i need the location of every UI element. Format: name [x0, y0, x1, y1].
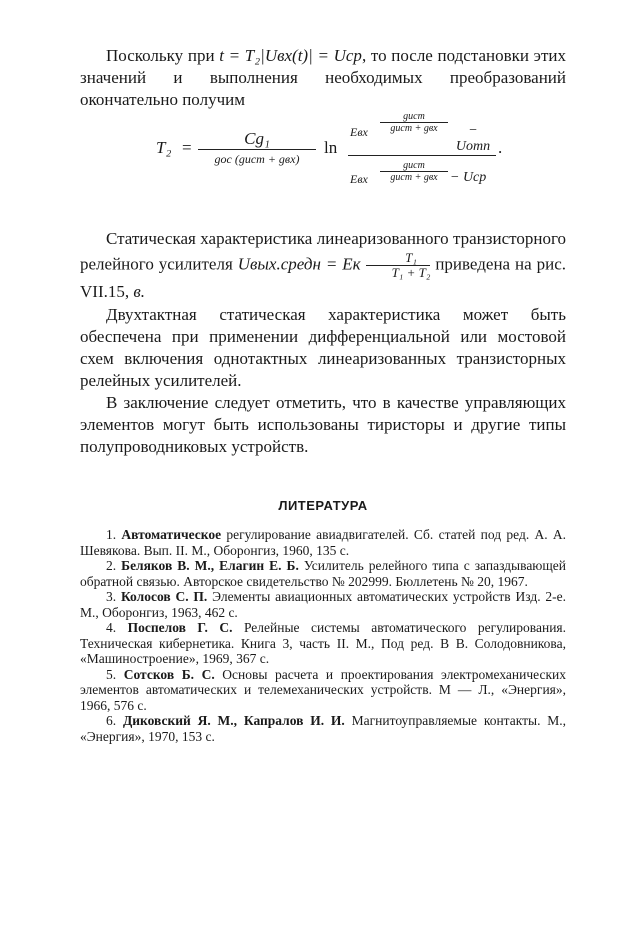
reference-number: 4. [106, 620, 128, 635]
formula-T2 [80, 111, 566, 215]
conclusion-paragraph: В заключение следует отметить, что в качестве управляющих элементов могут быть использованы тиристоры и другие типы полупроводниковых устройств. [80, 393, 566, 456]
formula-lhs: T₂ [156, 138, 172, 157]
reference-number: 3. [106, 589, 121, 604]
reference-author: Диковский Я. М., Капралов И. И. [122, 713, 345, 728]
reference-author: Колосов С. П. [120, 589, 208, 604]
formula-num1: Cg₁ [244, 129, 270, 148]
reference-number: 5. [106, 666, 124, 682]
reference-number: 6. [106, 713, 123, 728]
formula-fraction-1 [198, 129, 316, 167]
reference-text: Релейные системы автоматического регулирования. Техническая кибернетика. Книга 3, часть II. М., Под ред. В В. Солодовникова, «Машиностроение», 1969, 367 с. [80, 620, 567, 666]
reference-text: Основы расчета и проектирования электромеханических элементов автоматических и телемеханических устройств. М — Л., «Энергия», 1966, 576 с. [80, 666, 566, 713]
reference-item [80, 589, 566, 620]
reference-text: регулирование авиадвигателей. Сб. статей под ред. А. А. Шевякова. Вып. II. М., Оборонгиз, 1960, 135 с. [80, 527, 567, 558]
reference-text: Элементы авиационных автоматических устройств Изд. 2-е. М., Оборонгиз, 1963, 462 с. [80, 589, 566, 620]
intro-condition: t = T₂|Uвх(t)| = Uср [219, 46, 362, 65]
reference-author: Беляков В. М., Елагин Е. Б. [121, 558, 299, 573]
reference-item [80, 620, 566, 667]
formula-bot-E: Eвх [350, 172, 368, 186]
formula-bot-inner-den: gист + gвх [380, 171, 448, 183]
static-frac-den: T₁ + T₂ [366, 265, 431, 280]
reference-author: Поспелов Г. С. [127, 620, 233, 635]
reference-item [80, 667, 566, 714]
reference-item [80, 527, 566, 558]
static-expr-eq: = Eк [325, 254, 361, 274]
intro-paragraph [80, 45, 566, 111]
formula-top-inner-num: gист [403, 111, 425, 122]
formula-top-inner-den: gист + gвх [380, 122, 448, 134]
reference-text: Магнитоуправляемые контакты. М., «Энергия», 1970, 153 с. [80, 713, 567, 744]
static-expr-lhs: Uвых.средн [237, 254, 321, 274]
static-text-2: приведена на рис. VII.15, [80, 254, 567, 301]
references-list [80, 527, 566, 744]
static-frac-num: T₁ [405, 250, 417, 265]
formula-ln: ln [324, 138, 338, 157]
formula-big-denominator [348, 155, 496, 202]
reference-number: 2. [106, 558, 122, 573]
formula-fraction-big [348, 111, 496, 202]
static-text-1: Статическая характеристика линеаризованного транзисторного релейного усилителя [80, 229, 566, 274]
reference-item [80, 558, 566, 589]
page-content [80, 45, 566, 744]
push-pull-paragraph: Двухтактная статическая характеристика может быть обеспечена при применении дифференциальной или мостовой схем включения однотактных линеаризованных транзисторных релейных усилителей. [80, 305, 566, 390]
formula-end: . [498, 138, 503, 157]
reference-text: Усилитель релейного типа с запаздывающей обратной связью. Авторское свидетельство № 202999. Бюллетень № 20, 1967. [80, 558, 567, 589]
formula-den1: gос (gист + gвх) [198, 149, 316, 167]
reference-item [80, 713, 566, 744]
reference-author: Автоматическое [121, 527, 222, 542]
formula-top-minus: − Uотп [455, 123, 491, 154]
static-text-3: в. [133, 282, 145, 301]
formula-big-numerator [348, 111, 496, 155]
static-fraction [366, 251, 431, 280]
formula-bot-inner-frac [380, 160, 448, 183]
intro-text-start: Поскольку при [106, 46, 215, 65]
intro-text-rest: , то после подстановки этих значений и выполнения необходимых преобразований окончательно получим [80, 46, 567, 109]
formula-bot-inner-num: gист [403, 160, 425, 171]
references-heading: ЛИТЕРАТУРА [278, 498, 368, 513]
formula-top-E: Eвх [350, 125, 368, 139]
reference-author: Сотсков Б. С. [123, 666, 215, 682]
static-characteristic-paragraph [80, 227, 566, 304]
formula-eq: = [182, 138, 192, 157]
formula-bot-minus: − Uср [450, 170, 487, 185]
reference-number: 1. [106, 527, 122, 542]
formula-top-inner-frac [380, 111, 448, 134]
